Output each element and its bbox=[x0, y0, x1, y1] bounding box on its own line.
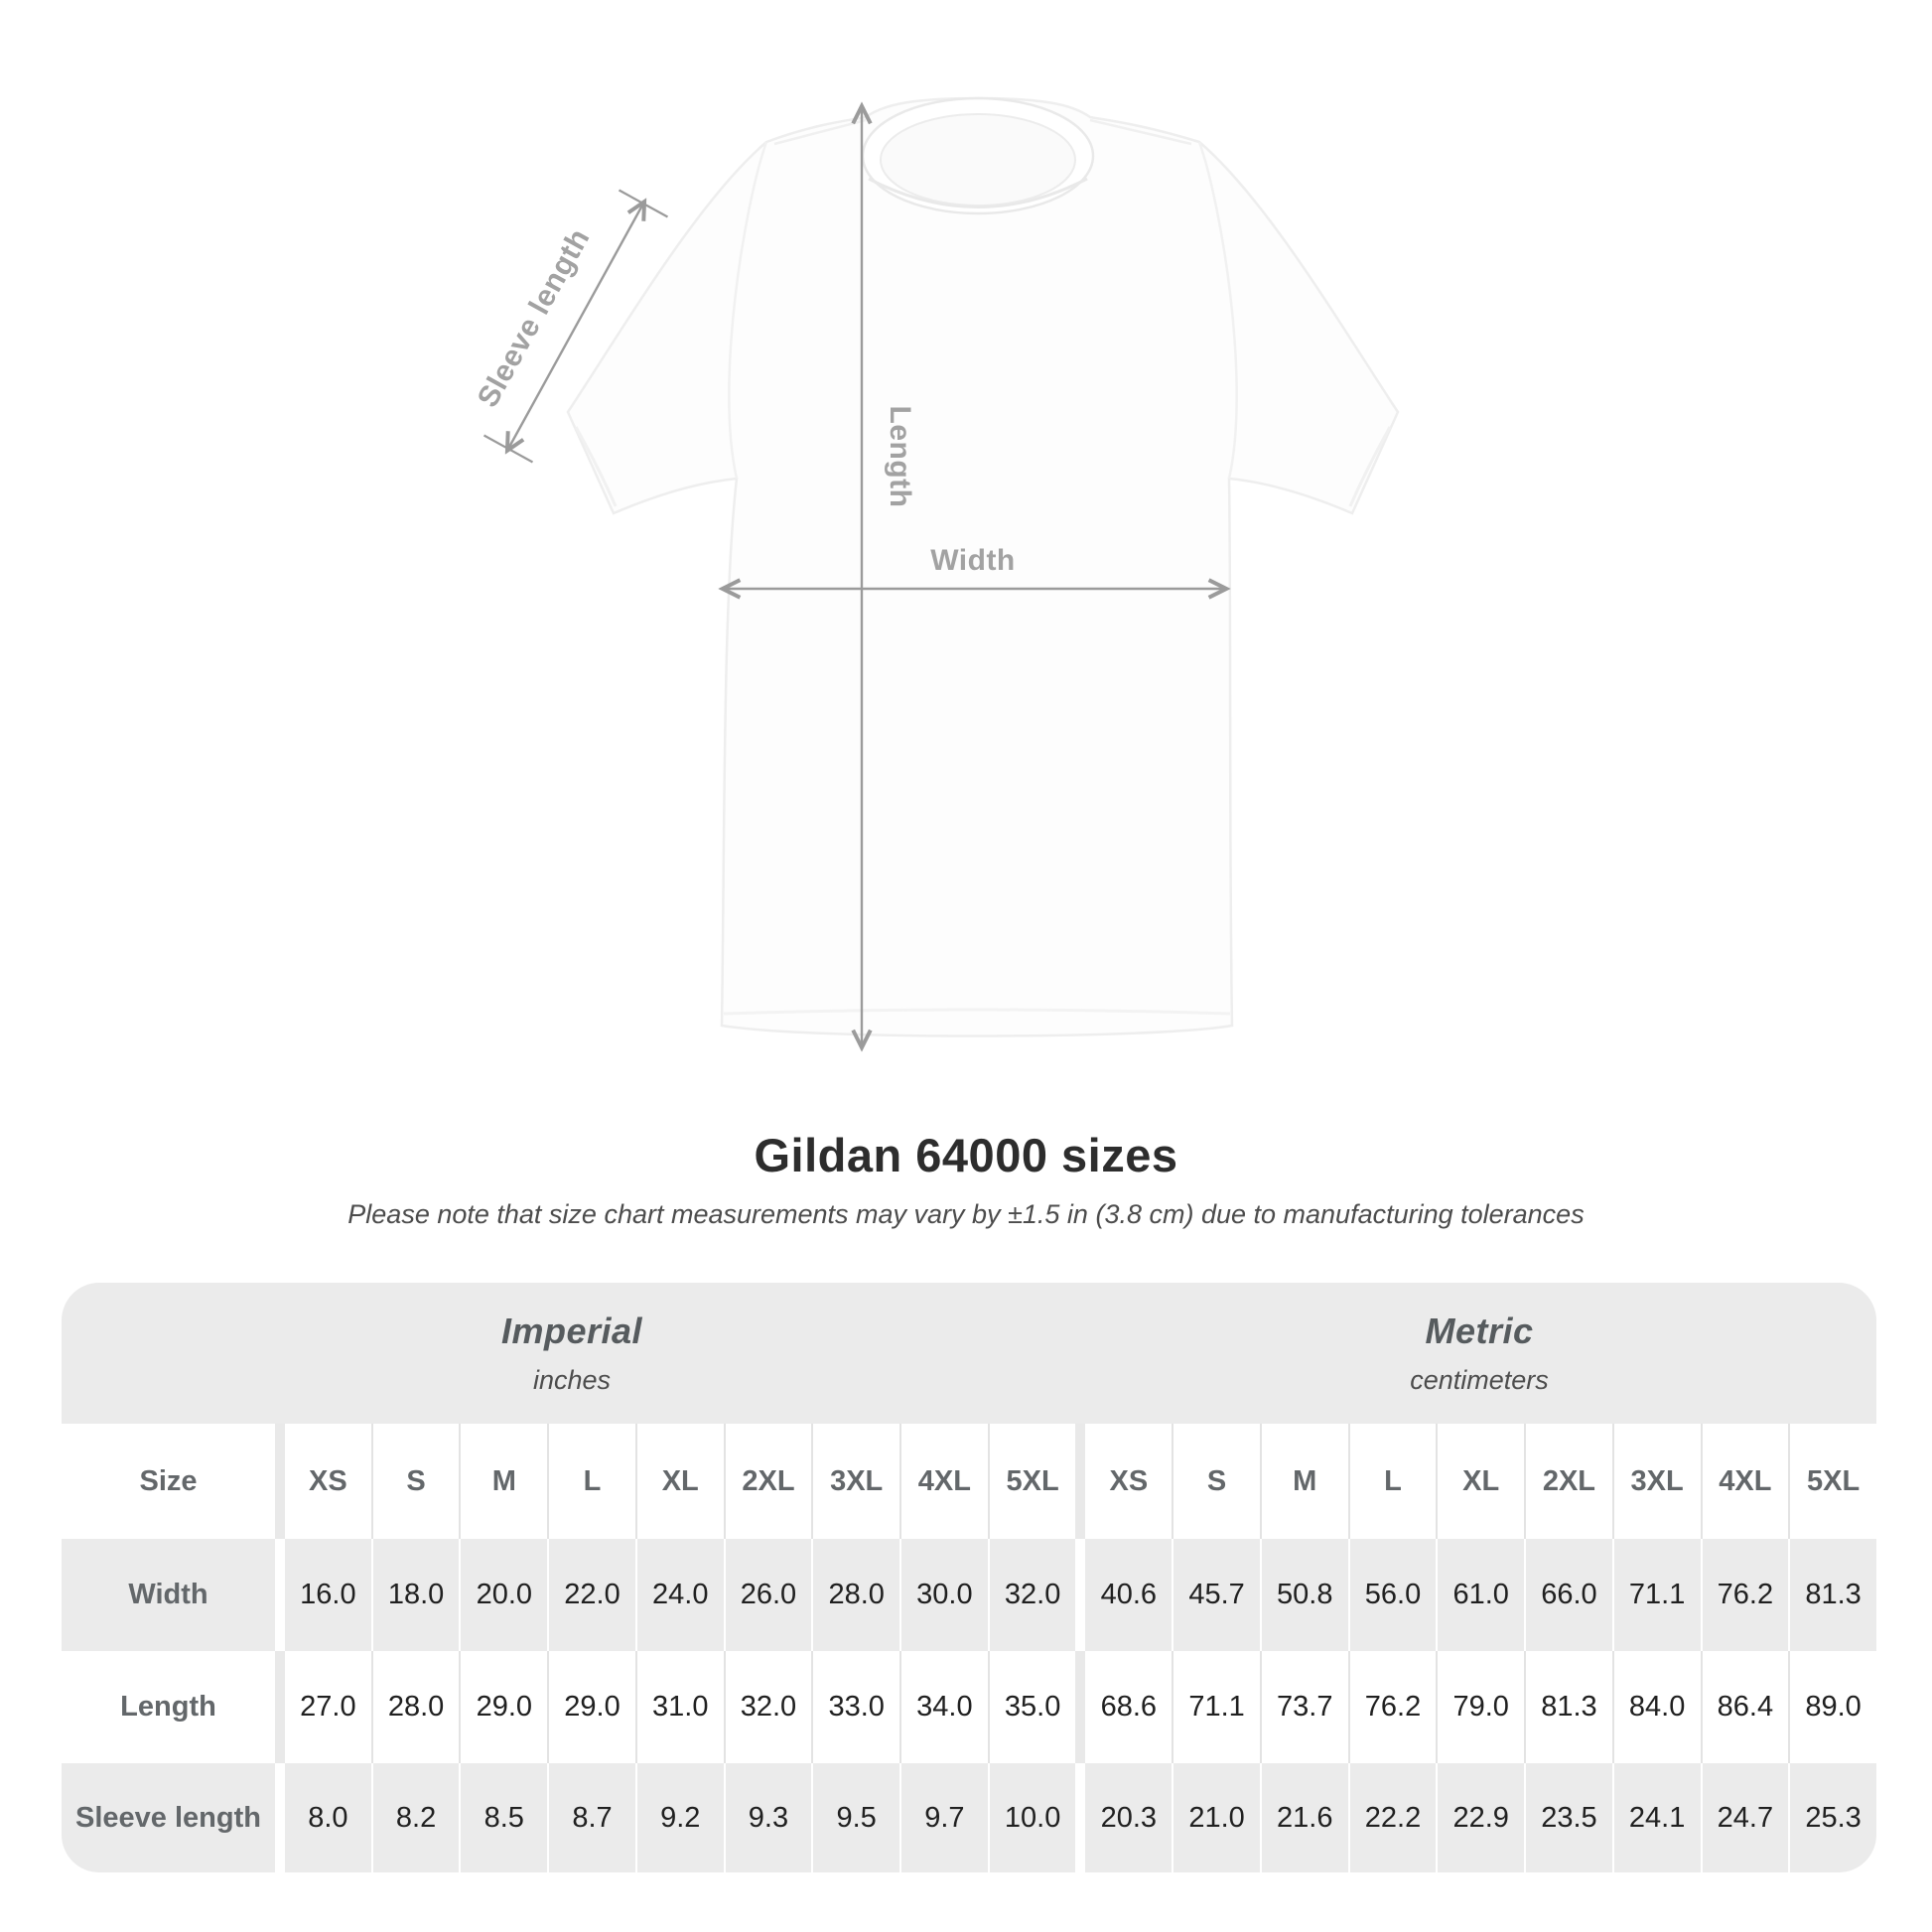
column-separator bbox=[275, 1539, 285, 1651]
value-cell: 40.6 bbox=[1100, 1579, 1158, 1610]
value-cell: 56.0 bbox=[1364, 1579, 1422, 1610]
value-cell: 68.6 bbox=[1100, 1691, 1158, 1723]
sleeve-length-label: Sleeve length bbox=[471, 222, 597, 413]
value-cell: 10.0 bbox=[1004, 1801, 1061, 1834]
column-separator bbox=[1075, 1424, 1085, 1539]
unit-group-imperial bbox=[62, 1283, 1082, 1424]
sleeve-arrow-tick bbox=[484, 436, 533, 463]
size-table bbox=[62, 1283, 1876, 1872]
value-cell: 30.0 bbox=[916, 1579, 973, 1610]
value-cell: 86.4 bbox=[1717, 1691, 1774, 1723]
value-cell: 35.0 bbox=[1004, 1691, 1061, 1723]
value-cell: 25.3 bbox=[1805, 1801, 1862, 1834]
size-header-cell: M bbox=[1293, 1464, 1317, 1497]
value-cell: 8.2 bbox=[395, 1801, 437, 1834]
value-cell: 24.7 bbox=[1717, 1801, 1774, 1834]
value-cell: 23.5 bbox=[1541, 1801, 1597, 1834]
value-cell: 45.7 bbox=[1188, 1579, 1245, 1610]
size-header-cell: 4XL bbox=[1719, 1464, 1772, 1497]
value-cell: 22.9 bbox=[1452, 1801, 1509, 1834]
value-cell: 8.7 bbox=[572, 1801, 613, 1834]
size-header-cell: XL bbox=[661, 1464, 699, 1497]
value-cell: 22.2 bbox=[1364, 1801, 1422, 1834]
row-label: Width bbox=[128, 1579, 208, 1610]
column-separator bbox=[275, 1651, 285, 1763]
value-cell: 84.0 bbox=[1628, 1691, 1686, 1723]
size-header-cell: 2XL bbox=[1542, 1464, 1596, 1497]
size-header-cell: L bbox=[583, 1464, 602, 1497]
value-cell: 32.0 bbox=[740, 1691, 797, 1723]
value-cell: 33.0 bbox=[828, 1691, 885, 1723]
column-separator bbox=[275, 1424, 285, 1539]
value-cell: 21.0 bbox=[1188, 1801, 1245, 1834]
value-cell: 27.0 bbox=[300, 1691, 356, 1723]
value-cell: 28.0 bbox=[387, 1691, 445, 1723]
imperial-sublabel: inches bbox=[532, 1365, 612, 1395]
value-cell: 24.1 bbox=[1628, 1801, 1686, 1834]
row-label: Sleeve length bbox=[75, 1801, 261, 1834]
value-cell: 26.0 bbox=[740, 1579, 797, 1610]
size-header-cell: 5XL bbox=[1806, 1464, 1861, 1497]
size-header-cell: 4XL bbox=[917, 1464, 971, 1497]
value-cell: 28.0 bbox=[828, 1579, 885, 1610]
units-band bbox=[62, 1283, 1876, 1424]
width-row bbox=[62, 1539, 1876, 1651]
column-separator bbox=[1075, 1651, 1085, 1763]
value-cell: 9.7 bbox=[924, 1801, 965, 1834]
value-cell: 89.0 bbox=[1805, 1691, 1862, 1723]
value-cell: 81.3 bbox=[1541, 1691, 1597, 1723]
value-cell: 32.0 bbox=[1004, 1579, 1061, 1610]
size-header-cell: 2XL bbox=[742, 1464, 795, 1497]
value-cell: 20.0 bbox=[476, 1579, 533, 1610]
value-cell: 50.8 bbox=[1277, 1579, 1333, 1610]
size-header-cell: 3XL bbox=[830, 1464, 884, 1497]
column-separator bbox=[275, 1763, 285, 1872]
size-header-cell: L bbox=[1384, 1464, 1402, 1497]
width-label: Width bbox=[930, 544, 1016, 577]
value-cell: 9.5 bbox=[836, 1801, 877, 1834]
value-cell: 9.3 bbox=[748, 1801, 789, 1834]
value-cell: 66.0 bbox=[1541, 1579, 1597, 1610]
value-cell: 24.0 bbox=[652, 1579, 709, 1610]
row-label: Length bbox=[120, 1691, 216, 1723]
value-cell: 20.3 bbox=[1100, 1801, 1158, 1834]
column-separator bbox=[1075, 1763, 1085, 1872]
value-cell: 21.6 bbox=[1277, 1801, 1333, 1834]
size-header-cell: M bbox=[491, 1464, 516, 1497]
value-cell: 29.0 bbox=[564, 1691, 621, 1723]
value-cell: 76.2 bbox=[1717, 1579, 1774, 1610]
value-cell: 71.1 bbox=[1628, 1579, 1686, 1610]
value-cell: 18.0 bbox=[387, 1579, 445, 1610]
page-subtitle: Please note that size chart measurements may vary by ±1.5 in (3.8 cm) due to manufacturing tolerances bbox=[347, 1199, 1585, 1229]
value-cell: 8.5 bbox=[483, 1801, 524, 1834]
value-cell: 71.1 bbox=[1188, 1691, 1245, 1723]
imperial-label: Imperial bbox=[500, 1311, 643, 1351]
value-cell: 31.0 bbox=[652, 1691, 709, 1723]
sleeve-length-row bbox=[62, 1763, 1876, 1872]
length-label: Length bbox=[884, 405, 916, 508]
value-cell: 34.0 bbox=[916, 1691, 973, 1723]
size-header-cell: S bbox=[1206, 1464, 1227, 1497]
value-cell: 29.0 bbox=[476, 1691, 533, 1723]
size-header-cell: XL bbox=[1462, 1464, 1500, 1497]
unit-group-metric bbox=[1082, 1283, 1876, 1424]
size-header-row bbox=[62, 1424, 1876, 1539]
tshirt-image bbox=[417, 84, 1469, 1077]
value-cell: 73.7 bbox=[1277, 1691, 1333, 1723]
size-header-cell: XS bbox=[309, 1464, 347, 1497]
sleeve-arrow-tick bbox=[620, 191, 668, 217]
size-header-cell: 5XL bbox=[1006, 1464, 1059, 1497]
value-cell: 8.0 bbox=[308, 1801, 348, 1834]
page-title: Gildan 64000 sizes bbox=[754, 1129, 1178, 1181]
value-cell: 81.3 bbox=[1805, 1579, 1862, 1610]
column-separator bbox=[1075, 1539, 1085, 1651]
length-row bbox=[62, 1651, 1876, 1763]
metric-sublabel: centimeters bbox=[1410, 1365, 1549, 1395]
row-label: Size bbox=[139, 1464, 198, 1497]
metric-label: Metric bbox=[1425, 1311, 1534, 1351]
size-header-cell: XS bbox=[1109, 1464, 1149, 1497]
value-cell: 76.2 bbox=[1364, 1691, 1422, 1723]
value-cell: 16.0 bbox=[300, 1579, 356, 1610]
size-header-cell: 3XL bbox=[1630, 1464, 1684, 1497]
tshirt-diagram bbox=[417, 84, 1469, 1077]
size-header-cell: S bbox=[406, 1464, 426, 1497]
value-cell: 22.0 bbox=[564, 1579, 621, 1610]
value-cell: 9.2 bbox=[660, 1801, 701, 1834]
value-cell: 79.0 bbox=[1452, 1691, 1509, 1723]
value-cell: 61.0 bbox=[1452, 1579, 1509, 1610]
